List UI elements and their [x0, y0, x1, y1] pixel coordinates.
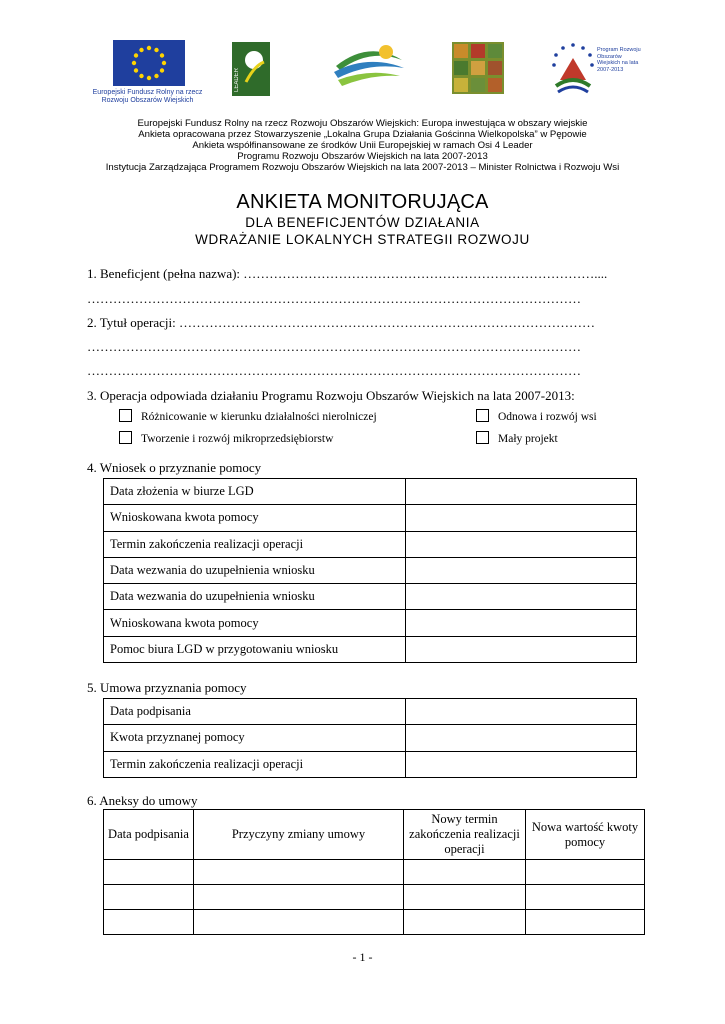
cell[interactable] — [404, 885, 526, 910]
cell[interactable] — [194, 885, 404, 910]
row-label: Termin zakończenia realizacji operacji — [104, 751, 406, 777]
prow-caption: Program Rozwoju Obszarów Wiejskich na lata 2007-2013 — [597, 47, 641, 73]
header-line: Programu Rozwoju Obszarów Wiejskich na lata 2007-2013 — [237, 151, 488, 162]
table-row — [104, 636, 637, 662]
q1-continuation-line[interactable]: …………………………………………………………………………………………………… — [87, 291, 581, 306]
table-header-row — [104, 810, 645, 860]
table-row — [104, 725, 637, 751]
value-cell[interactable] — [406, 699, 637, 725]
q3-option-diversification[interactable] — [119, 409, 377, 423]
q4-label: 4. Wniosek o przyznanie pomocy — [87, 460, 262, 475]
row-label: Pomoc biura LGD w przygotowaniu wniosku — [104, 636, 406, 662]
page-number: - 1 - — [352, 950, 373, 964]
eu-logo — [90, 40, 205, 105]
cell[interactable] — [104, 860, 194, 885]
header-line: Europejski Fundusz Rolny na rzecz Rozwoju Obszarów Wiejskich: Europa inwestująca w obszary wiejskie — [137, 118, 588, 129]
value-cell[interactable] — [406, 751, 637, 777]
q3-option-small-project[interactable] — [476, 431, 558, 445]
option-label: Odnowa i rozwój wsi — [498, 411, 597, 423]
table-row — [104, 610, 637, 636]
mosaic-icon — [452, 42, 504, 94]
table-row — [104, 751, 637, 777]
mosaic-logo — [452, 42, 504, 94]
table-row — [104, 860, 645, 885]
value-cell[interactable] — [406, 557, 637, 583]
document-title — [0, 190, 725, 248]
regional-logo — [330, 40, 408, 92]
q3-option-village-renewal[interactable] — [476, 409, 597, 423]
value-cell[interactable] — [406, 505, 637, 531]
header-signing-date: Data podpisania — [104, 810, 194, 860]
q6-annex-table — [103, 809, 645, 935]
value-cell[interactable] — [406, 610, 637, 636]
checkbox[interactable] — [119, 431, 132, 444]
value-cell[interactable] — [406, 636, 637, 662]
cell[interactable] — [526, 910, 645, 935]
header-line: Instytucja Zarządzająca Programem Rozwoju Obszarów Wiejskich na lata 2007-2013 – Minister Rolnictwa i Rozwoju Wsi — [105, 162, 620, 173]
header-line: Ankieta współfinansowane ze środków Unii Europejskiej w ramach Osi 4 Leader — [192, 140, 533, 151]
cell[interactable] — [194, 910, 404, 935]
header-line: Ankieta opracowana przez Stowarzyszenie „Lokalna Grupa Działania Gościnna Wielkopolska” w Pępowie — [138, 129, 587, 140]
row-label: Data wezwania do uzupełnienia wniosku — [104, 584, 406, 610]
q2-continuation-line[interactable]: …………………………………………………………………………………………………… — [87, 339, 581, 354]
option-label: Różnicowanie w kierunku działalności nierolniczej — [141, 411, 377, 423]
table-row — [104, 584, 637, 610]
leader-label: LEADER — [234, 67, 240, 92]
title-sub2: WDRAŻANIE LOKALNYCH STRATEGII ROZWOJU — [195, 232, 530, 247]
prow-logo — [550, 40, 645, 96]
cell[interactable] — [404, 860, 526, 885]
q3-label: 3. Operacja odpowiada działaniu Programu Rozwoju Obszarów Wiejskich na lata 2007-2013: — [87, 388, 575, 403]
title-sub1: DLA BENEFICJENTÓW DZIAŁANIA — [245, 215, 480, 230]
value-cell[interactable] — [406, 584, 637, 610]
checkbox[interactable] — [119, 409, 132, 422]
table-row — [104, 699, 637, 725]
logo-strip — [0, 40, 725, 110]
row-label: Kwota przyznanej pomocy — [104, 725, 406, 751]
title-main: ANKIETA MONITORUJĄCA — [236, 191, 489, 213]
row-label: Termin zakończenia realizacji operacji — [104, 531, 406, 557]
q2-continuation-line[interactable]: …………………………………………………………………………………………………… — [87, 363, 581, 378]
value-cell[interactable] — [406, 479, 637, 505]
landscape-wave-icon — [330, 40, 408, 92]
table-row — [104, 885, 645, 910]
header-change-reasons: Przyczyny zmiany umowy — [194, 810, 404, 860]
table-row — [104, 910, 645, 935]
cell[interactable] — [404, 910, 526, 935]
value-cell[interactable] — [406, 531, 637, 557]
table-row — [104, 557, 637, 583]
table-row — [104, 531, 637, 557]
eu-flag-icon — [113, 40, 185, 86]
q1-beneficiary-field[interactable]: 1. Beneficjent (pełna nazwa): ……………………………………………………………………….... — [87, 266, 608, 281]
q3-option-microenterprises[interactable] — [119, 431, 333, 445]
header-new-amount: Nowa wartość kwoty pomocy — [526, 810, 645, 860]
option-label: Tworzenie i rozwój mikroprzedsiębiorstw — [141, 433, 334, 445]
checkbox[interactable] — [476, 409, 489, 422]
row-label: Data złożenia w biurze LGD — [104, 479, 406, 505]
value-cell[interactable] — [406, 725, 637, 751]
checkbox[interactable] — [476, 431, 489, 444]
cell[interactable] — [194, 860, 404, 885]
row-label: Data wezwania do uzupełnienia wniosku — [104, 557, 406, 583]
prow-emblem-icon — [550, 40, 596, 96]
cell[interactable] — [526, 885, 645, 910]
row-label: Data podpisania — [104, 699, 406, 725]
row-label: Wnioskowana kwota pomocy — [104, 505, 406, 531]
option-label: Mały projekt — [498, 433, 558, 445]
eu-logo-caption: Europejski Fundusz Rolny na rzecz Rozwoju Obszarów Wiejskich — [92, 89, 203, 104]
document-header — [60, 118, 665, 173]
q5-agreement-table — [103, 698, 637, 778]
cell[interactable] — [104, 910, 194, 935]
cell[interactable] — [104, 885, 194, 910]
q5-label: 5. Umowa przyznania pomocy — [87, 680, 247, 695]
row-label: Wnioskowana kwota pomocy — [104, 610, 406, 636]
header-new-deadline: Nowy termin zakończenia realizacji operacji — [404, 810, 526, 860]
cell[interactable] — [526, 860, 645, 885]
q6-label: 6. Aneksy do umowy — [87, 793, 198, 808]
table-row — [104, 479, 637, 505]
table-row — [104, 505, 637, 531]
leader-logo — [232, 42, 270, 96]
q4-application-table — [103, 478, 637, 663]
q2-operation-title-field[interactable]: 2. Tytuł operacji: …………………………………………………………………………………… — [87, 315, 595, 330]
